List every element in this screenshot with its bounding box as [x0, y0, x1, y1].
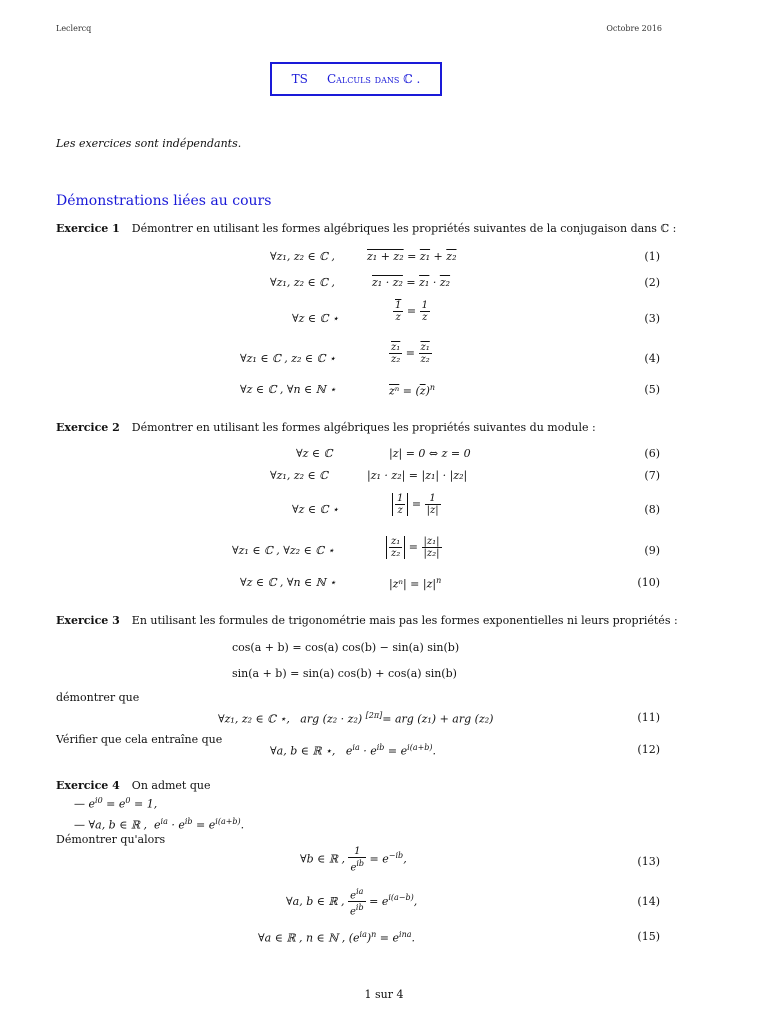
ex3-eq11: ∀z₁, z₂ ∈ ℂ ⋆, arg (z₂ · z₂) [2π]= arg (z₁) + arg (z₂) — [218, 711, 494, 726]
ex1-eq5: $\overline{z^n} = (\overline{z})^n$ — [389, 383, 436, 398]
ex1-eq2: z₁ · z₂ = z₁ · z₂ — [372, 276, 451, 289]
ex4-hyp1: — $e^{i0} = e^0 = 1$, — [74, 796, 158, 811]
prove-text: démontrer que — [56, 691, 140, 704]
ex4-eq13: ∀b ∈ ℝ , $\frac{1}{e^{ib}}$ = $e^{-ib}$, — [300, 846, 407, 874]
eq-label-2: (2) — [644, 276, 660, 289]
eq-label-12: (12) — [637, 743, 660, 756]
ex4-prove-text: Démontrer qu'alors — [56, 833, 166, 846]
eq-label-1: (1) — [644, 250, 660, 263]
eq-label-9: (9) — [644, 544, 660, 557]
ex3-eq12: ∀a, b ∈ ℝ ⋆, $e^{ia} \cdot e^{ib} = e^{i(a+b)}$. — [270, 743, 437, 758]
exercise-3-label: Exercice 3 — [56, 614, 120, 627]
eq-label-6: (6) — [644, 447, 660, 460]
exercise-2-statement — [56, 421, 596, 434]
header-author: Leclercq — [56, 24, 92, 33]
exercise-4-statement — [56, 779, 211, 792]
ex4-eq15: ∀a ∈ ℝ , n ∈ ℕ , $(e^{ia})^n = e^{ina}$. — [258, 930, 416, 945]
eq-label-3: (3) — [644, 312, 660, 325]
ex2-q8: ∀z ∈ ℂ ⋆ — [292, 503, 339, 516]
exercise-1-statement — [56, 222, 676, 235]
ex2-eq9: $\frac{\text{z₁}}{\text{z₂}}$ = $\frac{\text{|z₁|}}{\text{|z₂|}}$ — [386, 536, 442, 559]
ex1-eq3: $\frac{1}{z}$ = $\frac{1}{z}$ — [395, 300, 428, 323]
exercise-2-text: Démontrer en utilisant les formes algébriques les propriétés suivantes du module : — [131, 421, 596, 434]
exercise-1-text: Démontrer en utilisant les formes algébriques les propriétés suivantes de la conjugaison dans ℂ : — [131, 222, 677, 235]
eq-label-14: (14) — [637, 895, 660, 908]
eq-label-8: (8) — [644, 503, 660, 516]
ex1-q1: ∀z₁, z₂ ∈ ℂ , — [270, 250, 335, 263]
page-footer: 1 sur 4 — [364, 988, 404, 1001]
exercise-4-label: Exercice 4 — [56, 779, 120, 792]
ex2-eq8: $\frac{1}{z}$ = $\frac{1}{|z|}$ — [392, 493, 441, 516]
ex1-q3: ∀z ∈ ℂ ⋆ — [292, 312, 339, 325]
exercise-3-statement — [56, 614, 678, 627]
ex2-eq6: |z| = 0 ⇔ z = 0 — [389, 447, 471, 460]
ex4-hyp2: — ∀a, b ∈ ℝ , $e^{ia} \cdot e^{ib} = e^{i(a+b)}$. — [74, 817, 245, 832]
title-text: Calculs dans ℂ . — [326, 72, 421, 86]
intro-text: Les exercices sont indépendants. — [56, 137, 242, 150]
ex2-eq10: $|z^n| = |z|^n$ — [389, 576, 442, 591]
ex1-eq4: $\frac{\text{z₁}}{\text{z₂}}$ = $\frac{\text{z₁}}{\text{z₂}}$ — [391, 342, 430, 365]
title-box — [270, 62, 442, 96]
eq-label-13: (13) — [637, 855, 660, 868]
ex2-q9: ∀z₁ ∈ ℂ , ∀z₂ ∈ ℂ ⋆ — [232, 544, 335, 557]
ex2-q10: ∀z ∈ ℂ , ∀n ∈ ℕ ⋆ — [240, 576, 337, 589]
eq-label-15: (15) — [637, 930, 660, 943]
ex2-q7: ∀z₁, z₂ ∈ ℂ — [270, 469, 328, 482]
ex1-q2: ∀z₁, z₂ ∈ ℂ , — [270, 276, 335, 289]
eq-label-7: (7) — [644, 469, 660, 482]
ex2-eq7: |z₁ · z₂| = |z₁| · |z₂| — [367, 469, 468, 482]
ex1-eq1: z₁ + z₂ = z₁ + z₂ — [367, 250, 457, 263]
eq-label-11: (11) — [637, 711, 660, 724]
section-title: Démonstrations liées au cours — [56, 193, 272, 209]
header-date: Octobre 2016 — [606, 24, 662, 33]
exercise-2-label: Exercice 2 — [56, 421, 120, 434]
eq-label-5: (5) — [644, 383, 660, 396]
ex4-eq14: ∀a, b ∈ ℝ , $\frac{e^{ia}}{e^{ib}}$ = $e^{i(a-b)}$, — [286, 887, 418, 918]
eq-label-10: (10) — [637, 576, 660, 589]
check-text: Vérifier que cela entraîne que — [56, 733, 223, 746]
ex1-q5: ∀z ∈ ℂ , ∀n ∈ ℕ ⋆ — [240, 383, 337, 396]
sin-formula: sin(a + b) = sin(a) cos(b) + cos(a) sin(b) — [232, 667, 457, 680]
exercise-3-text: En utilisant les formules de trigonométrie mais pas les formes exponentielles ni leurs propriétés : — [131, 614, 678, 627]
cos-formula: cos(a + b) = cos(a) cos(b) − sin(a) sin(b) — [232, 641, 460, 654]
exercise-1-label: Exercice 1 — [56, 222, 120, 235]
exercise-4-text: On admet que — [131, 779, 211, 792]
title-level: TS — [291, 72, 308, 86]
ex2-q6: ∀z ∈ ℂ — [296, 447, 333, 460]
eq-label-4: (4) — [644, 352, 660, 365]
ex1-q4: ∀z₁ ∈ ℂ , z₂ ∈ ℂ ⋆ — [240, 352, 336, 365]
